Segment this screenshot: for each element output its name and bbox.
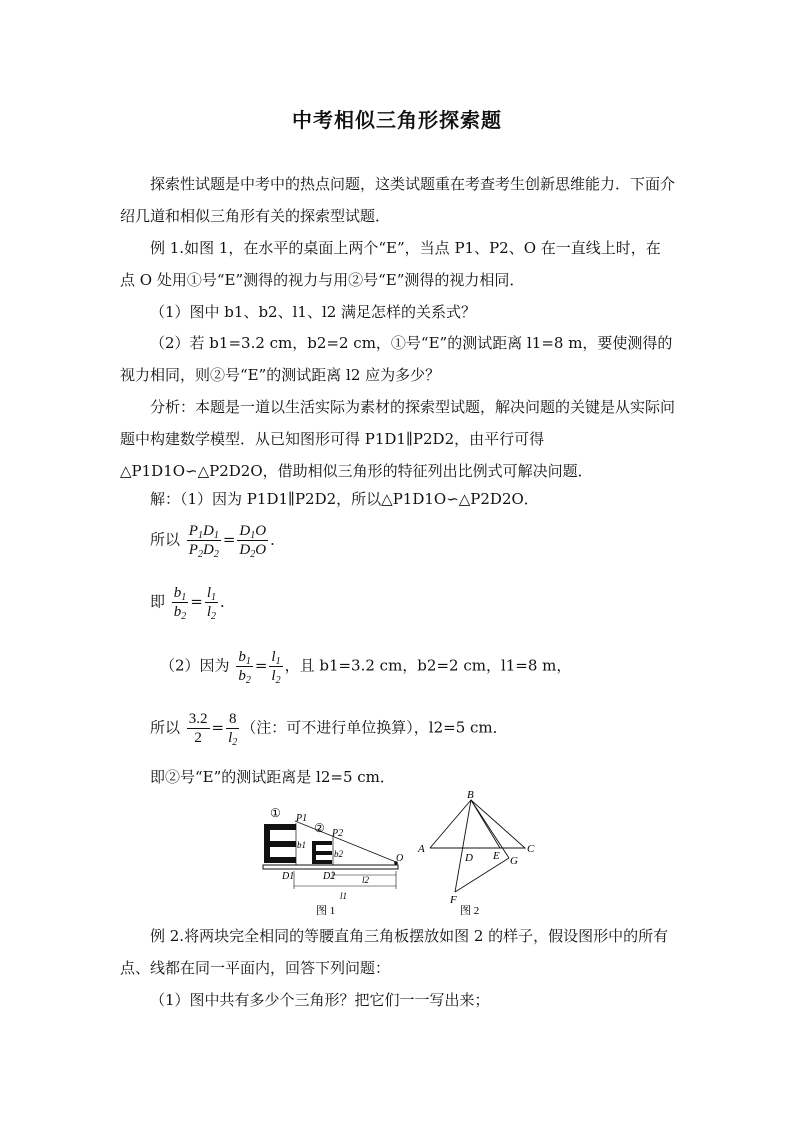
fig1-label-b2: b2 [334,849,343,859]
fraction-d1o-over-d2o: $\frac{D_1O}{D_2O}$ [239,523,267,560]
fraction-l1-over-l2-2: $\frac{l_1}{l_2}$ [271,649,281,686]
solution-part2-prefix: （2）因为 [160,656,230,675]
example1-question1 [120,296,675,328]
fig1-label-p1: P1 [296,813,308,824]
example2-question1 [120,984,675,1016]
ratio1-prefix: 所以 [150,530,181,549]
example2-head-text: 例 2.将两块完全相同的等腰直角三角板摆放如图 2 的样子，假设图形中的所有点、线都在同一平面内，回答下列问题： [120,927,669,977]
fig1-label-l1: l1 [340,891,348,901]
example1-analysis [120,391,675,487]
fig2-label-b: B [467,790,474,801]
fig1-label-1: ① [270,806,281,820]
figure-2 [415,790,540,920]
ratio-equation-1: 所以 $\frac{P_1D_1}{P_2D_2}$ = $\frac{D_1O}{D_2O}$ ． [150,523,286,560]
fig2-caption: 图 2 [460,905,480,917]
example1-question1-text: （1）图中 b1、b2、l1、l2 满足怎样的关系式？ [150,303,477,321]
answer-text: 即②号“E”的测试距离是 l2=5 cm． [150,768,395,786]
example2-head [120,920,675,984]
ratio2-prefix: 即 [150,592,166,611]
figure-1 [258,803,408,918]
fig1-label-l2: l2 [362,875,370,885]
answer-line [150,766,395,787]
fig2-label-f: F [450,894,457,906]
fraction-b1-over-b2: $\frac{b_1}{b_2}$ [173,585,187,622]
big-e-icon [264,824,296,863]
example1-head-text: 例 1.如图 1，在水平的桌面上两个“E”，当点 P1、P2、O 在一直线上时，在点 O 处用①号“E”测得的视力与用②号“E”测得的视力相同． [120,239,661,289]
example2-question1-text: （1）图中共有多少个三角形？把它们一一写出来； [150,991,490,1009]
solution-calc-prefix: 所以 [150,718,181,737]
fig1-label-d2: D2 [323,871,336,882]
intro-paragraph [120,168,675,232]
solution-calc: 所以 $\frac{3.2}{2}$ = $\frac{8}{l_2}$ （注：可不进行单位换算），l2=5 cm． [150,711,508,748]
solution-part1 [120,483,675,515]
intro-text: 探索性试题是中考中的热点问题，这类试题重在考查考生创新思维能力．下面介绍几道和相似三角形有关的探索型试题． [120,175,676,225]
solution-part2-given: ，且 b1=3.2 cm，b2=2 cm，l1=8 m， [284,656,572,675]
example1-head [120,232,675,296]
page-title: 中考相似三角形探索题 [292,108,502,132]
fraction-p1d1-over-p2d2: $\frac{P_1D_1}{P_2D_2}$ [188,523,219,560]
table-surface [263,865,398,869]
fraction-8-over-l2: $\frac{8}{l_2}$ [228,711,238,748]
fraction-3.2-over-2: $\frac{3.2}{2}$ [188,711,208,746]
fig1-label-o: O [396,853,404,864]
fig2-label-a: A [418,843,425,855]
solution-part1-text: 解：（1）因为 P1D1∥P2D2，所以△P1D1O∽△P2D2O． [150,490,539,508]
fraction-b1-over-b2-2: $\frac{b_1}{b_2}$ [238,649,251,686]
example1-analysis-text: 分析：本题是一道以生活实际为素材的探索型试题，解决问题的关键是从实际问题中构建数学模型．从已知图形可得 P1D1∥P2D2，由平行可得△P1D1O∽△P2D2O，借助相似三角形的特征列出比例式可解决问题． [120,398,676,480]
sight-line [295,821,396,862]
fig2-label-g: G [510,855,518,867]
fig1-caption: 图 1 [316,905,336,917]
ratio-equation-2: 即 $\frac{b_1}{b_2}$ = $\frac{l_1}{l_2}$ ． [150,585,236,622]
fig2-label-e: E [493,850,500,862]
small-e-icon [312,841,332,864]
example1-question2 [120,327,675,391]
fig1-label-b1: b1 [297,840,306,850]
example1-question2-text: （2）若 b1=3.2 cm，b2=2 cm，①号“E”的测试距离 l1=8 m，要使测得的视力相同，则②号“E”的测试距离 l2 应为多少？ [120,334,673,384]
fraction-l1-over-l2: $\frac{l_1}{l_2}$ [206,585,217,622]
fig1-label-p2: P2 [332,828,344,839]
fig2-label-d: D [465,852,473,864]
solution-calc-suffix: （注：可不进行单位换算），l2=5 cm． [241,718,508,737]
fig1-label-2: ② [314,821,325,835]
fig1-label-d1: D1 [282,871,295,882]
solution-part2: （2）因为 $\frac{b_1}{b_2}$ = $\frac{l_1}{l_2}$ ，且 b1=3.2 cm，b2=2 cm，l1=8 m， [160,649,572,686]
triangle-abc [430,800,525,848]
fig2-label-c: C [527,843,535,855]
